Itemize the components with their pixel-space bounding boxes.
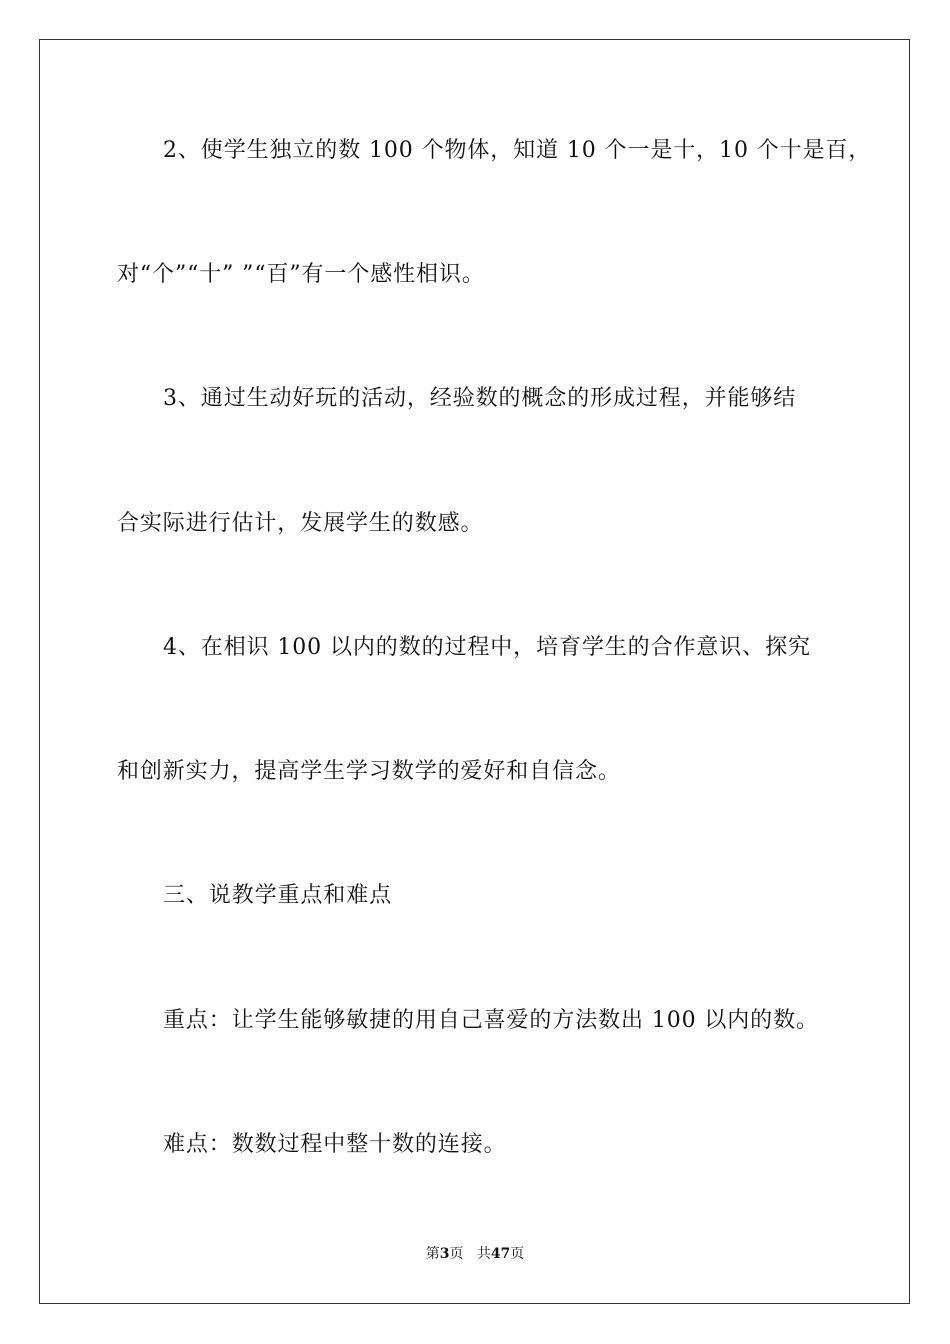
total-prefix: 共 <box>476 1246 491 1262</box>
page-number: 3 <box>439 1246 450 1262</box>
paragraph-3-line-2: 合实际进行估计，发展学生的数感。 <box>117 511 484 536</box>
total-suffix: 页 <box>510 1246 525 1262</box>
paragraph-2-line-2: 对“个”“十” ”“百”有一个感性相识。 <box>117 262 485 287</box>
paragraph-3-line-1: 3、通过生动好玩的活动，经验数的概念的形成过程，并能够结 <box>163 386 797 411</box>
page-footer <box>0 1245 950 1263</box>
difficult-point: 难点：数数过程中整十数的连接。 <box>163 1132 507 1157</box>
section-heading: 三、说教学重点和难点 <box>163 883 393 908</box>
paragraph-4-line-1: 4、在相识 100 以内的数的过程中，培育学生的合作意识、探究 <box>163 635 811 660</box>
key-point: 重点：让学生能够敏捷的用自己喜爱的方法数出 100 以内的数。 <box>163 1008 819 1033</box>
page-suffix: 页 <box>449 1246 464 1262</box>
page-prefix: 第 <box>425 1246 440 1262</box>
total-pages: 47 <box>490 1246 511 1262</box>
page-border <box>39 39 910 1304</box>
paragraph-2-line-1: 2、使学生独立的数 100 个物体，知道 10 个一是十，10 个十是百， <box>163 138 872 163</box>
paragraph-4-line-2: 和创新实力，提高学生学习数学的爱好和自信念。 <box>117 759 621 784</box>
